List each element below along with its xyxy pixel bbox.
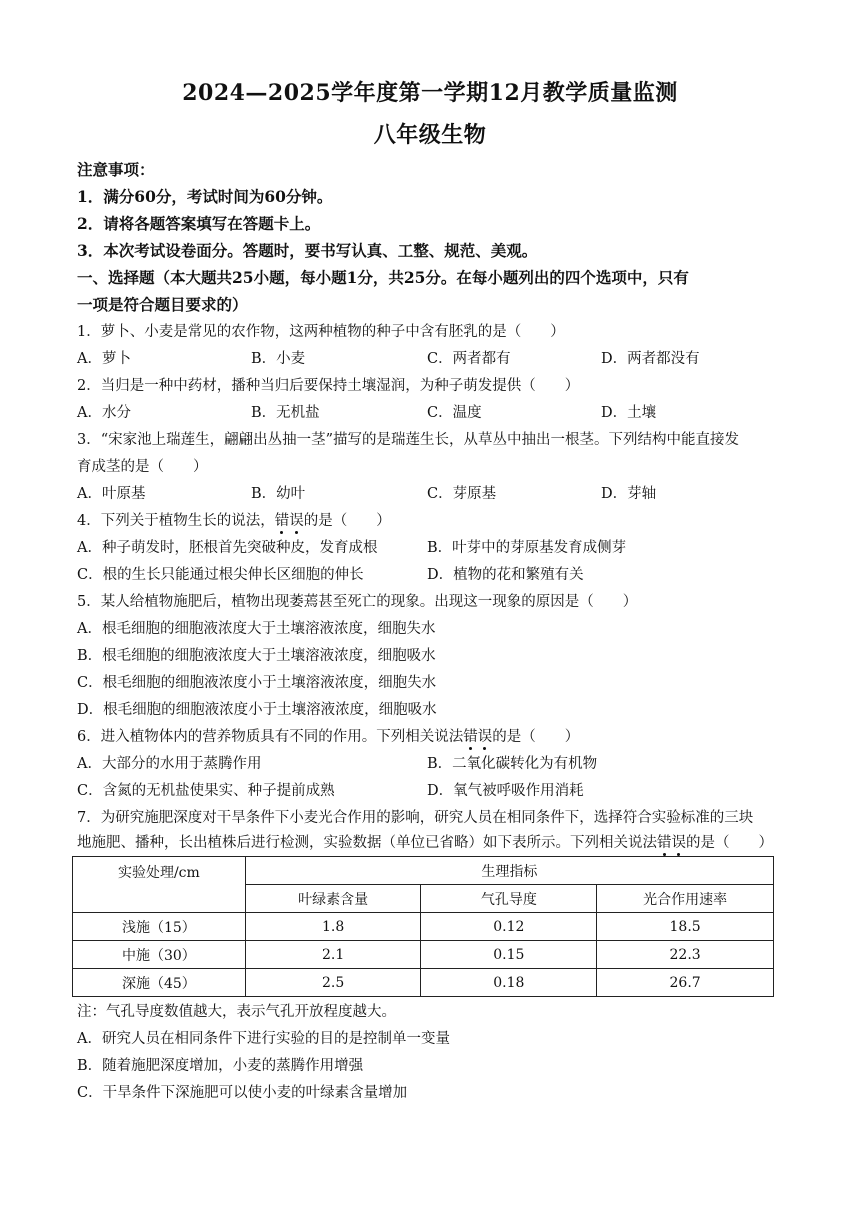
option-a: A．叶原基	[77, 486, 146, 502]
option-d: D．芽轴	[601, 486, 657, 502]
table-cell: 2.5	[245, 969, 421, 997]
table-cell: 1.8	[245, 913, 421, 941]
question-2-stem: 2．当归是一种中药材，播种当归后要保持土壤湿润，为种子萌发提供（ ）	[77, 378, 580, 394]
stem-text: 地施肥、播种，长出植株后进行检测，实验数据（单位已省略）如下表所示。下列相关说法	[77, 835, 657, 851]
option-b: B．无机盐	[251, 405, 320, 421]
question-7-stem-line1: 7．为研究施肥深度对干旱条件下小麦光合作用的影响，研究人员在相同条件下，选择符合实验标准的三块	[77, 810, 754, 826]
table-cell: 18.5	[597, 913, 774, 941]
option-c: C．根的生长只能通过根尖伸长区细胞的伸长	[77, 567, 364, 583]
emphasis-mark: 误	[671, 835, 686, 851]
emphasis-mark: 错	[463, 729, 478, 745]
header-chlorophyll: 叶绿素含量	[245, 885, 421, 913]
emphasis-mark: 误	[289, 513, 304, 529]
table-row	[73, 941, 774, 969]
header-stomatal-conductance: 气孔导度	[421, 885, 597, 913]
notice-item-2: 2．请将各题答案填写在答题卡上。	[77, 214, 321, 233]
stem-text: 6．进入植物体内的营养物质具有不同的作用。下列相关说法	[77, 729, 464, 745]
row-label: 中施（30）	[73, 941, 246, 969]
header-indicators: 生理指标	[245, 857, 773, 885]
table-cell: 2.1	[245, 941, 421, 969]
option-b: B．叶芽中的芽原基发育成侧芽	[427, 540, 627, 556]
header-treatment: 实验处理/cm	[73, 857, 246, 913]
option-c: C．芽原基	[427, 486, 497, 502]
question-7-option-c: C．干旱条件下深施肥可以使小麦的叶绿素含量增加	[77, 1085, 408, 1101]
notice-item-1: 1．满分60分，考试时间为60分钟。	[77, 187, 333, 206]
option-d: D．两者都没有	[601, 351, 700, 367]
option-d: D．氧气被呼吸作用消耗	[427, 783, 584, 799]
option-b: B．小麦	[251, 351, 306, 367]
emphasis-mark: 错	[657, 835, 672, 851]
question-7-option-a: A．研究人员在相同条件下进行实验的目的是控制单一变量	[77, 1031, 450, 1047]
option-a: A．种子萌发时，胚根首先突破种皮，发育成根	[77, 540, 378, 556]
notice-heading: 注意事项：	[77, 160, 155, 179]
section-heading-line1: 一、选择题（本大题共25小题，每小题1分，共25分。在每小题列出的四个选项中，只有	[77, 268, 689, 287]
row-label: 深施（45）	[73, 969, 246, 997]
question-5-option-a: A．根毛细胞的细胞液浓度大于土壤溶液浓度，细胞失水	[77, 621, 436, 637]
table-cell: 22.3	[597, 941, 774, 969]
section-heading-line2: 一项是符合题目要求的）	[77, 295, 248, 314]
question-7-option-b: B．随着施肥深度增加，小麦的蒸腾作用增强	[77, 1058, 364, 1074]
option-d: D．植物的花和繁殖有关	[427, 567, 584, 583]
emphasis-mark: 误	[477, 729, 493, 745]
experiment-data-table	[72, 856, 774, 997]
table-cell: 0.18	[421, 969, 597, 997]
table-header-row	[73, 857, 774, 885]
exam-subtitle: 八年级生物	[373, 122, 487, 148]
exam-title: 2024—2025学年度第一学期12月教学质量监测	[182, 80, 678, 106]
table-note: 注：气孔导度数值越大，表示气孔开放程度越大。	[77, 1004, 396, 1020]
question-5-option-d: D．根毛细胞的细胞液浓度小于土壤溶液浓度，细胞吸水	[77, 702, 437, 718]
option-d: D．土壤	[601, 405, 657, 421]
stem-text: 4．下列关于植物生长的说法，	[77, 513, 275, 529]
option-c: C．温度	[427, 405, 482, 421]
question-5-option-c: C．根毛细胞的细胞液浓度小于土壤溶液浓度，细胞失水	[77, 675, 437, 691]
header-photosynthesis-rate: 光合作用速率	[597, 885, 774, 913]
question-7-stem-line2	[77, 833, 787, 853]
question-3-stem-line2: 育成茎的是（ ）	[77, 459, 208, 475]
table-row	[73, 969, 774, 997]
emphasis-mark: 错	[274, 513, 290, 529]
stem-text: 的是（ ）	[303, 513, 391, 529]
question-5-stem: 5．某人给植物施肥后，植物出现萎蔫甚至死亡的现象。出现这一现象的原因是（ ）	[77, 594, 638, 610]
question-4-stem	[77, 511, 787, 531]
question-1-stem: 1．萝卜、小麦是常见的农作物，这两种植物的种子中含有胚乳的是（ ）	[77, 324, 565, 340]
table-cell: 0.15	[421, 941, 597, 969]
row-label: 浅施（15）	[73, 913, 246, 941]
option-a: A．大部分的水用于蒸腾作用	[77, 756, 262, 772]
question-5-option-b: B．根毛细胞的细胞液浓度大于土壤溶液浓度，细胞吸水	[77, 648, 436, 664]
option-c: C．含氮的无机盐使果实、种子提前成熟	[77, 783, 335, 799]
option-a: A．萝卜	[77, 351, 131, 367]
table-cell: 0.12	[421, 913, 597, 941]
question-6-stem	[77, 727, 787, 747]
notice-item-3: 3．本次考试设卷面分。答题时，要书写认真、工整、规范、美观。	[77, 241, 538, 260]
stem-text: 的是（ ）	[492, 729, 580, 745]
stem-text: 的是（ ）	[686, 835, 773, 851]
option-a: A．水分	[77, 405, 131, 421]
table-row	[73, 913, 774, 941]
option-c: C．两者都有	[427, 351, 511, 367]
question-3-stem-line1: 3．“宋家池上瑞莲生，翩翩出丛抽一茎”描写的是瑞莲生长，从草丛中抽出一根茎。下列结构中能直接发	[77, 432, 740, 448]
table-cell: 26.7	[597, 969, 774, 997]
option-b: B．二氧化碳转化为有机物	[427, 756, 598, 772]
option-b: B．幼叶	[251, 486, 306, 502]
